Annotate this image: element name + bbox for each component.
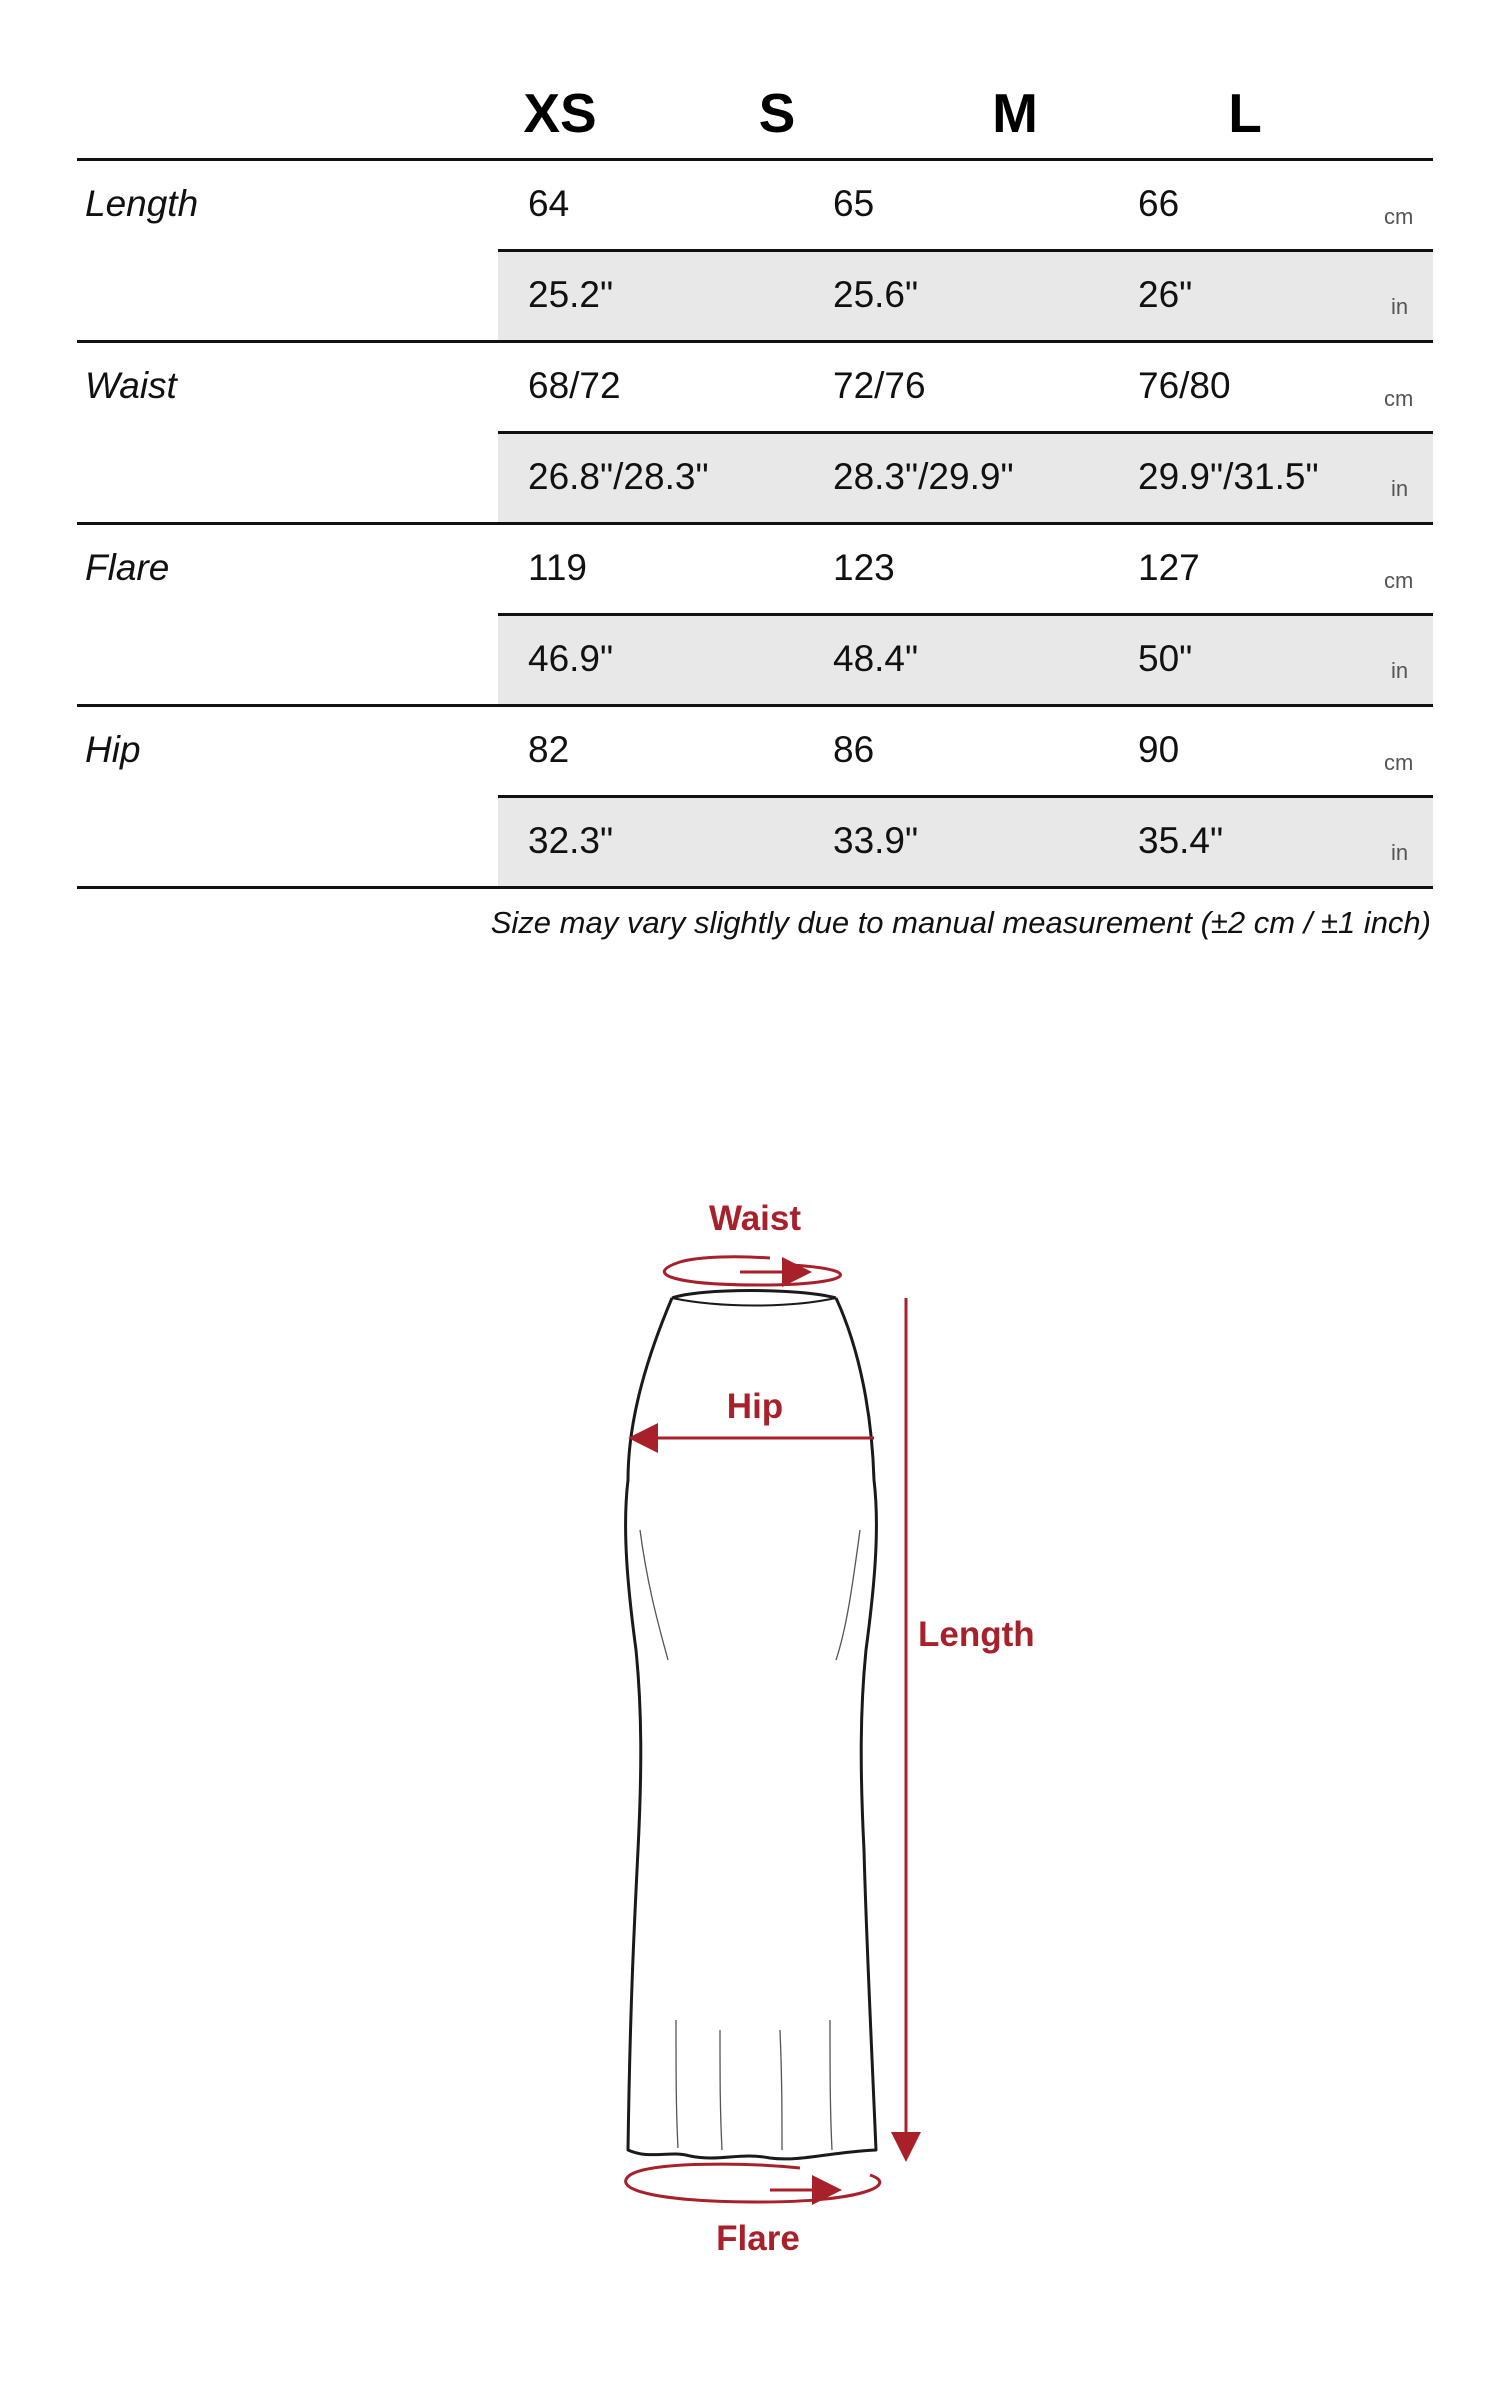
skirt-body — [626, 1298, 877, 2159]
size-header-l: L — [1228, 82, 1262, 144]
table-rule — [77, 158, 1433, 161]
size-header-s: S — [758, 82, 796, 144]
unit-cm: cm — [1384, 750, 1414, 775]
cell-hip-s-in: 33.9" — [833, 820, 919, 861]
cell-waist-m-cm: 76/80 — [1138, 365, 1231, 406]
cell-flare-s-cm: 123 — [833, 547, 895, 588]
row-label-hip: Hip — [85, 729, 141, 770]
cell-length-xs-cm: 64 — [528, 183, 570, 224]
table-rule — [498, 613, 1433, 616]
table-rule — [498, 795, 1433, 798]
length-label: Length — [918, 1615, 1035, 1654]
skirt-fold-lines — [640, 1530, 860, 2150]
cell-waist-s-in: 28.3"/29.9" — [833, 456, 1014, 497]
table-rule — [77, 886, 1433, 889]
size-header-m: M — [992, 82, 1038, 144]
cell-waist-xs-in: 26.8"/28.3" — [528, 456, 709, 497]
flare-label: Flare — [716, 2219, 800, 2258]
cell-flare-xs-in: 46.9" — [528, 638, 614, 679]
inch-row-band — [498, 252, 1433, 341]
hip-label: Hip — [726, 1387, 784, 1426]
cell-length-s-cm: 65 — [833, 183, 875, 224]
cell-length-m-cm: 66 — [1138, 183, 1180, 224]
cell-flare-xs-cm: 119 — [528, 547, 587, 588]
table-rule — [77, 522, 1433, 525]
cell-length-s-in: 25.6" — [833, 274, 919, 315]
cell-hip-xs-cm: 82 — [528, 729, 570, 770]
cell-hip-xs-in: 32.3" — [528, 820, 614, 861]
cell-flare-m-cm: 127 — [1138, 547, 1200, 588]
cell-waist-xs-cm: 68/72 — [528, 365, 621, 406]
cell-flare-m-in: 50" — [1138, 638, 1193, 679]
unit-in: in — [1391, 476, 1409, 501]
skirt-waistband-top — [672, 1291, 836, 1299]
cell-length-m-in: 26" — [1138, 274, 1193, 315]
measurement-footnote: Size may vary slightly due to manual measurement (±2 cm / ±1 inch) — [490, 905, 1431, 940]
skirt-illustration — [0, 1150, 1500, 2258]
unit-cm: cm — [1384, 568, 1414, 593]
table-rule — [77, 704, 1433, 707]
cell-hip-m-cm: 90 — [1138, 729, 1180, 770]
unit-in: in — [1391, 658, 1409, 683]
row-label-length: Length — [85, 183, 199, 224]
row-label-flare: Flare — [85, 547, 170, 588]
unit-in: in — [1391, 840, 1409, 865]
size-chart-table — [0, 0, 1500, 1000]
unit-in: in — [1391, 294, 1409, 319]
cell-hip-m-in: 35.4" — [1138, 820, 1224, 861]
skirt-waistband-bottom — [672, 1298, 836, 1306]
unit-cm: cm — [1384, 204, 1414, 229]
table-rule — [498, 249, 1433, 252]
waist-measure-arrow — [664, 1257, 840, 1285]
inch-row-band — [498, 616, 1433, 705]
cell-hip-s-cm: 86 — [833, 729, 875, 770]
size-header-xs: XS — [523, 82, 597, 144]
cell-flare-s-in: 48.4" — [833, 638, 919, 679]
flare-measure-arrow — [626, 2164, 880, 2202]
inch-row-band — [498, 798, 1433, 887]
skirt-measurement-diagram — [0, 1150, 1500, 2258]
waist-label: Waist — [708, 1199, 802, 1238]
row-label-waist: Waist — [85, 365, 177, 406]
cell-waist-s-cm: 72/76 — [833, 365, 926, 406]
unit-cm: cm — [1384, 386, 1414, 411]
table-rule — [77, 340, 1433, 343]
cell-waist-m-in: 29.9"/31.5" — [1138, 456, 1319, 497]
cell-length-xs-in: 25.2" — [528, 274, 614, 315]
table-rule — [498, 431, 1433, 434]
